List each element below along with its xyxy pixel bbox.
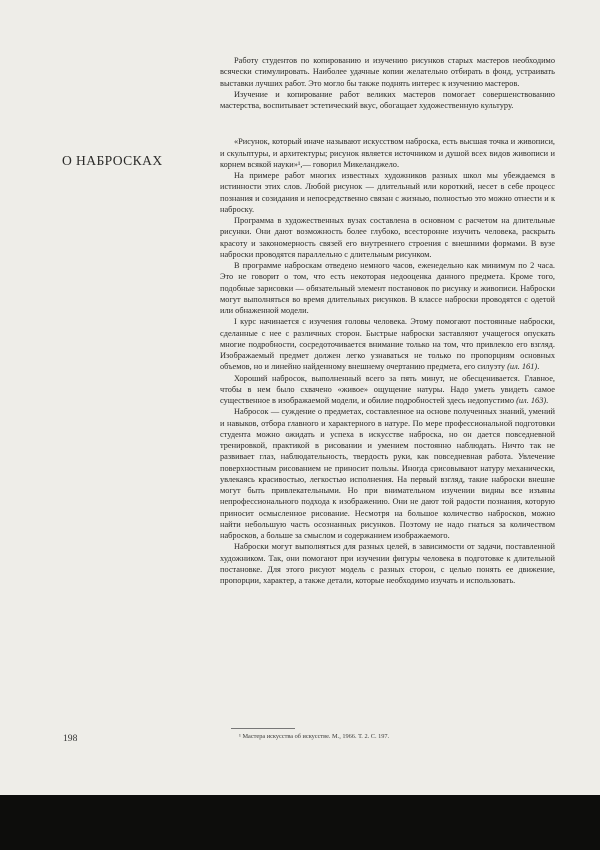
- body-text-column: [220, 55, 555, 586]
- paragraph: Работу студентов по копированию и изучению рисунков старых мастеров необходимо всячески стимулировать. Наиболее удачные копии желательно отбирать в фонд, устраивать выставки лучших работ. Это могло бы также поднять интерес к изучению мастеров.: [220, 56, 555, 88]
- footnote-divider: [231, 728, 295, 729]
- paragraph: Программа в художественных вузах составлена в основном с расчетом на длительные рисунки. Они дают возможность более глубоко, всесторонне изучить человека, раскрыть красоту и закономерность связей его внутреннего строения с внешними формами. В вузе наброски проводятся параллельно с длительным рисунком.: [220, 216, 555, 259]
- paragraph-text: I курс начинается с изучения головы человека. Этому помогают постоянные наброски, сделанные с нее с различных сторон. Быстрые наброски заставляют учащегося опускать многие подробности, сосредоточивается внимание только на том, что привлекло его взгляд. Изображаемый предмет должен легко узнаваться не только по пропорциям основных объемов, но и линейно найденному внешнему очертанию предмета, его силуэту: [220, 317, 555, 372]
- footnote: ¹ Мастера искусства об искусстве. М., 1966. Т. 2. С. 197.: [239, 733, 390, 740]
- section-body: [220, 136, 555, 586]
- paragraph: Наброски могут выполняться для разных целей, в зависимости от задачи, поставленной художником. Так, они помогают при изучении фигуры человека в подготовке к длительной постановке. Для этого рисуют модель с разных сторон, с целью понять ее движение, пропорции, характер, а также детали, которые необходимо изучать и использовать.: [220, 542, 555, 585]
- paragraph: В программе наброскам отведено немного часов, еженедельно как минимум по 2 часа. Это не говорит о том, что есть некоторая недооценка данного предмета. Кроме того, подобные зарисовки — обязательный элемент постановок по рисунку и живописи. Наброски могут выполняться во время длительных рисунков. В классе наброски проводятся с одетой или обнаженной модели.: [220, 261, 555, 315]
- paragraph-tail: .: [546, 396, 549, 405]
- illustration-reference: (ил. 163): [516, 396, 547, 405]
- paragraph-quote: «Рисунок, который иначе называют искусством наброска, есть высшая точка и живописи, и скульптуры, и архитектуры; рисунок является источником и душой всех видов живописи и корнем всякой науки»¹,— говорил Микеланджело.: [220, 137, 555, 169]
- section-heading: О НАБРОСКАХ: [62, 153, 163, 168]
- paragraph-text: Хороший набросок, выполненный всего за пять минут, не обесценивается. Главное, чтобы в нем было схвачено «живое» ощущение натуры. Надо уметь увидеть самое существенное в изображаемой модели, и обилие подробностей здесь недопустимо: [220, 373, 555, 405]
- paragraph: [220, 373, 555, 407]
- paragraph: На примере работ многих известных художников разных школ мы убеждаемся в истинности этих слов. Любой рисунок — длительный или короткий, несет в себе процесс познания и созидания и непосредственно связан с жизнью, полностью это можно отнести и к наброску.: [220, 171, 555, 214]
- paragraph: [220, 316, 555, 372]
- intro-block: [220, 55, 555, 111]
- paragraph: Изучение и копирование работ великих мастеров помогает совершенствованию мастерства, воспитывает эстетический вкус, обогащает художественную культуру.: [220, 89, 555, 110]
- paragraph-tail: .: [537, 362, 540, 372]
- scan-border: [0, 795, 600, 850]
- illustration-reference: (ил. 161): [507, 362, 538, 372]
- page-number: 198: [63, 733, 78, 744]
- paragraph: Набросок — суждение о предметах, составленное на основе полученных знаний, умений и навыков, отбора главного и характерного в натуре. По мере профессиональной подготовки студента можно ожидать и успеха в искусстве наброска, но он дается повседневной тренировкой, практикой в рисовании и умением постоянно наблюдать. Ничто так не развивает глаз, наблюдательность, твердость руки, как повседневная работа. Увлечение поверхностным рисованием не приносит пользы. Иногда срисовывают натуру механически, увлекаясь красивостью, легкостью исполнения. На первый взгляд, такие наброски внешне могут быть привлекательными. Но при внимательном изучении видны все изъяны непрофессионального подхода к изображению. Они не дают той радости познания, которую приносит осмысленное рисование. Несмотря на большое количество набросков, можно найти небольшую часть осознанных рисунков. Поэтому не надо гнаться за количеством набросков, а больше за смыслом и содержанием изображаемого.: [220, 407, 555, 540]
